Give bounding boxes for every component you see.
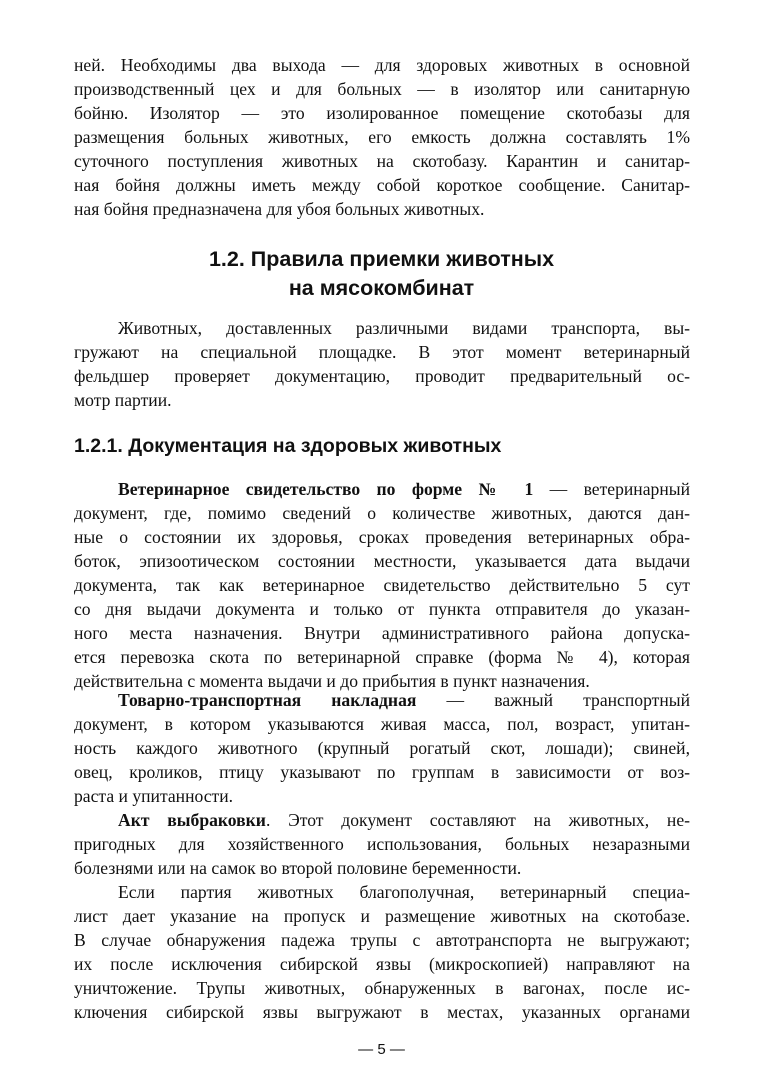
paragraph-culling-act <box>74 808 690 880</box>
paragraph-2 <box>74 316 690 412</box>
text-line: В случае обнаружения падежа трупы с автотранспорта не выгружают; <box>74 930 690 950</box>
text-run: — важный транспортный <box>416 690 690 710</box>
text-line: действительна с момента выдачи и до прибытия в пункт назначения. <box>74 671 590 691</box>
text-line: раста и упитанности. <box>74 786 234 806</box>
text-line: производственный цех и для больных — в изолятор или санитарную <box>74 79 690 99</box>
section-heading <box>0 245 763 303</box>
section-heading-line-2: на мясокомбинат <box>288 276 475 300</box>
text-line: суточного поступления животных на скотобазу. Карантин и санитар- <box>74 151 690 171</box>
bold-term: Акт выбраковки <box>118 810 266 830</box>
text-line: уничтожение. Трупы животных, обнаруженных в вагонах, после ис- <box>74 978 690 998</box>
text-line: болезнями или на самок во второй половине беременности. <box>74 858 522 878</box>
text-line: лист дает указание на пропуск и размещение животных на скотобазе. <box>74 906 690 926</box>
text-line <box>74 477 690 501</box>
paragraph-waybill <box>74 688 690 808</box>
page-number: — 5 — <box>358 1041 405 1058</box>
text-line: овец, кроликов, птицу указывают по группам в зависимости от воз- <box>74 762 690 782</box>
text-line: фельдшер проверяет документацию, проводит предварительный ос- <box>74 366 690 386</box>
text-line <box>74 808 690 832</box>
text-line: ного места назначения. Внутри административного района допуска- <box>74 623 690 643</box>
text-line: со дня выдачи документа и только от пункта отправителя до указан- <box>74 599 690 619</box>
text-line: гружают на специальной площадке. В этот момент ветеринарный <box>74 342 690 362</box>
bold-term: Ветеринарное свидетельство по форме № 1 <box>118 479 534 499</box>
text-line: бойню. Изолятор — это изолированное помещение скотобазы для <box>74 103 690 123</box>
text-line: их после исключения сибирской язвы (микроскопией) направляют на <box>74 954 690 974</box>
text-line: Если партия животных благополучная, ветеринарный специа- <box>118 882 690 902</box>
text-line: Животных, доставленных различными видами транспорта, вы- <box>118 318 690 338</box>
text-line: документ, в котором указываются живая масса, пол, возраст, упитан- <box>74 714 690 734</box>
text-line: пригодных для хозяйственного использования, больных незаразными <box>74 834 690 854</box>
text-line: ная бойня предназначена для убоя больных животных. <box>74 199 485 219</box>
paragraph-vet-certificate <box>74 477 690 693</box>
text-run: . Этот документ составляют на животных, не- <box>265 810 690 830</box>
text-line: ная бойня должны иметь между собой короткое сообщение. Санитар- <box>74 175 690 195</box>
paragraph-6 <box>74 880 690 1024</box>
paragraph-1 <box>74 53 690 221</box>
text-line: размещения больных животных, его емкость должна составлять 1% <box>74 127 690 147</box>
bold-term: Товарно-транспортная накладная <box>118 690 417 710</box>
text-line: ней. Необходимы два выхода — для здоровых животных в основной <box>74 55 690 75</box>
text-line: мотр партии. <box>74 390 172 410</box>
text-line: ется перевозка скота по ветеринарной справке (форма № 4), которая <box>74 647 690 667</box>
text-line: документ, где, помимо сведений о количестве животных, даются дан- <box>74 503 690 523</box>
text-run: — ветеринарный <box>533 479 690 499</box>
text-line: документа, так как ветеринарное свидетельство действительно 5 сут <box>74 575 690 595</box>
text-line: ключения сибирской язвы выгружают в местах, указанных органами <box>74 1002 690 1022</box>
text-line <box>74 688 690 712</box>
section-heading-line-1: 1.2. Правила приемки животных <box>208 247 555 271</box>
text-line: ность каждого животного (крупный рогатый скот, лошади); свиней, <box>74 738 690 758</box>
text-line: ные о состоянии их здоровья, сроках проведения ветеринарных обра- <box>74 527 690 547</box>
subsection-heading: 1.2.1. Документация на здоровых животных <box>74 435 502 457</box>
text-line: боток, эпизоотическом состоянии местности, указывается дата выдачи <box>74 551 690 571</box>
